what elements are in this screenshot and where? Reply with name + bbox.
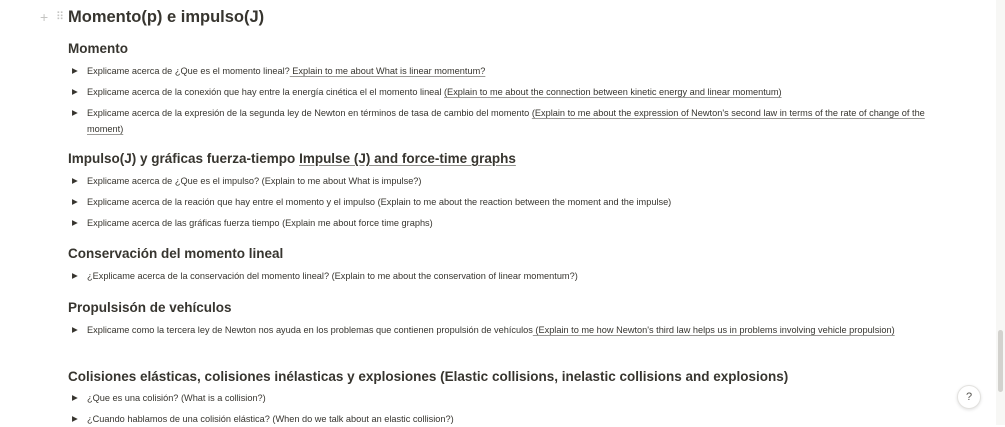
toggle-link[interactable]: (Explain to me how Newton's third law helps us in problems involving vehicle propulsion)	[532, 325, 895, 335]
toggle-link[interactable]: (Explain to me about the connection between kinetic energy and linear momentum)	[444, 87, 782, 97]
toggle-item[interactable]	[72, 322, 945, 338]
toggle-item[interactable]	[72, 173, 945, 189]
toggle-text: ¿Que es una colisión? (What is a collision?)	[87, 393, 266, 403]
toggle-text: Explicame acerca de la conexión que hay entre la energía cinética el el momento lineal	[87, 87, 444, 97]
help-button[interactable]: ?	[957, 385, 981, 409]
toggle-arrow-icon[interactable]: ▶	[72, 271, 78, 280]
heading-colisiones[interactable]: Colisiones elásticas, colisiones inélasticas y explosiones (Elastic collisions, inelastic collisions and explosions)	[68, 369, 789, 384]
heading-momento[interactable]: Momento	[68, 41, 128, 56]
toggle-text: ¿Cuando hablamos de una colisión elástica? (When do we talk about an elastic collision?)	[87, 414, 454, 424]
toggle-item[interactable]	[72, 105, 945, 137]
toggle-text: ¿Explicame acerca de la conservación del momento lineal? (Explain to me about the conservation of linear momentum?)	[87, 271, 578, 281]
title-row	[40, 6, 264, 28]
toggle-text: Explicame acerca de la reación que hay entre el momento y el impulso (Explain to me about the reaction between the moment and the impulse)	[87, 197, 672, 207]
toggle-text: Explicame como la tercera ley de Newton nos ayuda en los problemas que contienen propulsión de vehículos	[87, 325, 533, 335]
heading-conservacion[interactable]: Conservación del momento lineal	[68, 246, 284, 261]
toggle-item[interactable]	[72, 390, 945, 406]
toggle-arrow-icon[interactable]: ▶	[72, 218, 78, 227]
toggle-link[interactable]: Explain to me about What is linear momentum?	[289, 66, 486, 76]
add-block-plus-icon[interactable]: +	[40, 9, 49, 25]
toggle-arrow-icon[interactable]: ▶	[72, 325, 78, 334]
toggle-item[interactable]	[72, 268, 945, 284]
toggle-arrow-icon[interactable]: ▶	[72, 176, 78, 185]
scrollbar-thumb[interactable]	[998, 330, 1003, 392]
section-conservacion	[68, 245, 948, 263]
toggle-item[interactable]	[72, 63, 945, 79]
section-propulsion	[68, 299, 948, 317]
toggle-arrow-icon[interactable]: ▶	[72, 87, 78, 96]
toggle-text: Explicame acerca de ¿Que es el impulso? (Explain to me about What is impulse?)	[87, 176, 422, 186]
toggle-arrow-icon[interactable]: ▶	[72, 414, 78, 423]
page-title[interactable]: Momento(p) e impulso(J)	[68, 7, 265, 26]
toggle-text: Explicame acerca de ¿Que es el momento lineal?	[87, 66, 290, 76]
toggle-item[interactable]	[72, 215, 945, 231]
section-impulso	[68, 150, 948, 168]
toggle-arrow-icon[interactable]: ▶	[72, 197, 78, 206]
toggle-item[interactable]	[72, 84, 945, 100]
toggle-text: Explicame acerca de las gráficas fuerza tiempo (Explain me about force time graphs)	[87, 218, 433, 228]
section-colisiones	[68, 368, 948, 386]
section-momento	[68, 40, 948, 58]
toggle-item[interactable]	[72, 194, 945, 210]
drag-handle-icon[interactable]: ⠿	[56, 10, 64, 23]
toggle-link[interactable]: (Explain to me about the expression of Newton's second law in terms of the rate of change of the moment)	[87, 108, 925, 134]
toggle-text: Explicame acerca de la expresión de la segunda ley de Newton en términos de tasa de cambio del momento	[87, 108, 532, 118]
toggle-arrow-icon[interactable]: ▶	[72, 66, 78, 75]
heading-propulsion[interactable]: Propulsisón de vehículos	[68, 300, 232, 315]
toggle-arrow-icon[interactable]: ▶	[72, 108, 78, 117]
heading-impulso-es: Impulso(J) y gráficas fuerza-tiempo	[68, 151, 300, 166]
toggle-arrow-icon[interactable]: ▶	[72, 393, 78, 402]
heading-impulso[interactable]	[68, 150, 948, 168]
heading-impulso-en[interactable]: Impulse (J) and force-time graphs	[299, 151, 516, 166]
